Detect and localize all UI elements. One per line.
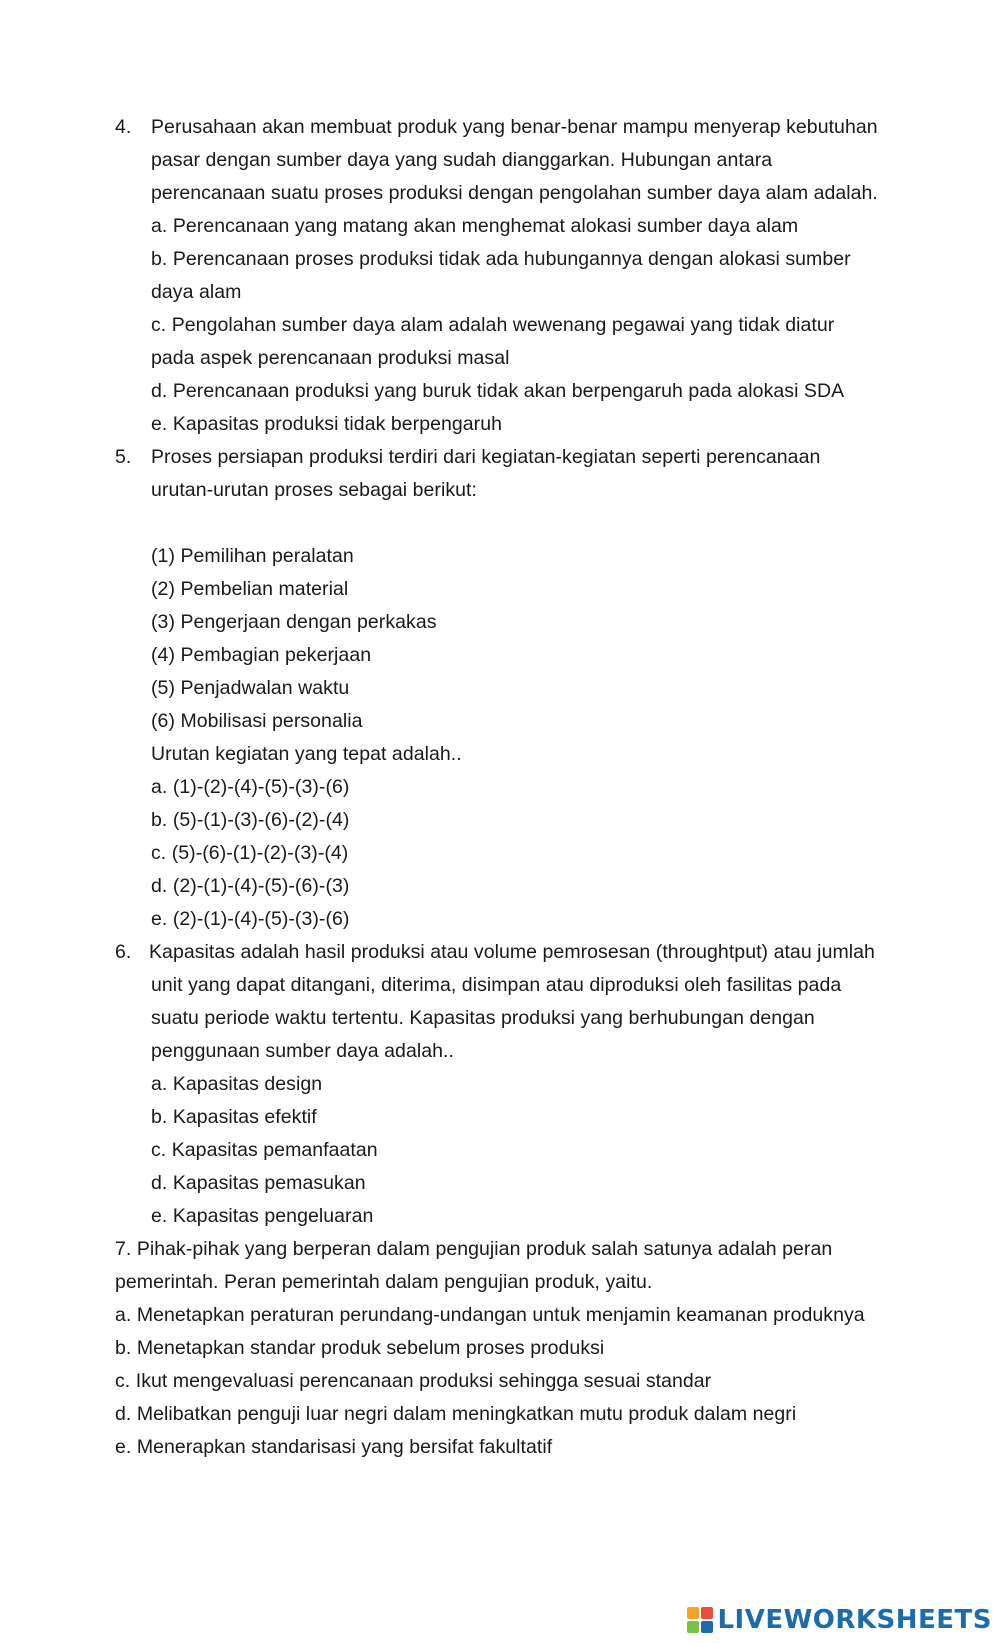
q5-line: Proses persiapan produksi terdiri dari kegiatan-kegiatan seperti perencanaan (151, 446, 821, 468)
q5-option-b: b. (5)-(1)-(3)-(6)-(2)-(4) (151, 809, 350, 831)
q6-line: penggunaan sumber daya adalah.. (151, 1040, 454, 1062)
q4-line: pasar dengan sumber daya yang sudah dianggarkan. Hubungan antara (151, 149, 773, 171)
q6-line: Kapasitas adalah hasil produksi atau volume pemrosesan (throughtput) atau jumlah (149, 941, 875, 963)
q5-list-item: (2) Pembelian material (151, 578, 349, 600)
q6-number: 6. (115, 941, 132, 963)
q5-list-item: (6) Mobilisasi personalia (151, 710, 363, 732)
q5-list-item: (5) Penjadwalan waktu (151, 677, 350, 699)
q5-option-c: c. (5)-(6)-(1)-(2)-(3)-(4) (151, 842, 349, 864)
q6-line: suatu periode waktu tertentu. Kapasitas produksi yang berhubungan dengan (151, 1007, 815, 1029)
liveworksheets-logo-icon (687, 1607, 713, 1633)
q4-option-b: b. Perencanaan proses produksi tidak ada hubungannya dengan alokasi sumber (151, 248, 851, 270)
logo-square (701, 1607, 713, 1619)
logo-square (701, 1621, 713, 1633)
q7-option-b: b. Menetapkan standar produk sebelum proses produksi (115, 1337, 605, 1359)
q4-line: Perusahaan akan membuat produk yang benar-benar mampu menyerap kebutuhan (151, 116, 878, 138)
q4-line: perencanaan suatu proses produksi dengan pengolahan sumber daya alam adalah. (151, 182, 878, 204)
q4-number: 4. (115, 116, 132, 138)
q5-option-a: a. (1)-(2)-(4)-(5)-(3)-(6) (151, 776, 350, 798)
liveworksheets-logo (687, 1603, 992, 1637)
q6-option-b: b. Kapasitas efektif (151, 1106, 317, 1128)
q5-list-item: (4) Pembagian pekerjaan (151, 644, 372, 666)
q7-line: 7. Pihak-pihak yang berperan dalam pengujian produk salah satunya adalah peran (115, 1238, 833, 1260)
q7-option-a: a. Menetapkan peraturan perundang-undangan untuk menjamin keamanan produknya (115, 1304, 865, 1326)
q6-option-d: d. Kapasitas pemasukan (151, 1172, 366, 1194)
q7-option-e: e. Menerapkan standarisasi yang bersifat fakultatif (115, 1436, 553, 1458)
q4-option-b-cont: daya alam (151, 281, 242, 303)
q4-option-c-cont: pada aspek perencanaan produksi masal (151, 347, 510, 369)
q6-line: unit yang dapat ditangani, diterima, disimpan atau diproduksi oleh fasilitas pada (151, 974, 842, 996)
q4-option-e: e. Kapasitas produksi tidak berpengaruh (151, 413, 503, 435)
q6-option-c: c. Kapasitas pemanfaatan (151, 1139, 378, 1161)
q4-option-a: a. Perencanaan yang matang akan menghemat alokasi sumber daya alam (151, 215, 799, 237)
q6-option-e: e. Kapasitas pengeluaran (151, 1205, 374, 1227)
q5-number: 5. (115, 446, 132, 468)
q5-prompt: Urutan kegiatan yang tepat adalah.. (151, 743, 462, 765)
logo-text: LIVEWORKSHEETS (717, 1605, 992, 1635)
q4-option-d: d. Perencanaan produksi yang buruk tidak akan berpengaruh pada alokasi SDA (151, 380, 845, 402)
q7-option-d: d. Melibatkan penguji luar negri dalam meningkatkan mutu produk dalam negri (115, 1403, 797, 1425)
logo-square (687, 1607, 699, 1619)
q7-option-c: c. Ikut mengevaluasi perencanaan produksi sehingga sesuai standar (115, 1370, 712, 1392)
q5-list-item: (1) Pemilihan peralatan (151, 545, 354, 567)
q5-line: urutan-urutan proses sebagai berikut: (151, 479, 477, 501)
q4-option-c: c. Pengolahan sumber daya alam adalah wewenang pegawai yang tidak diatur (151, 314, 835, 336)
q5-list-item: (3) Pengerjaan dengan perkakas (151, 611, 437, 633)
q5-option-e: e. (2)-(1)-(4)-(5)-(3)-(6) (151, 908, 350, 930)
q6-option-a: a. Kapasitas design (151, 1073, 323, 1095)
q5-option-d: d. (2)-(1)-(4)-(5)-(6)-(3) (151, 875, 350, 897)
q7-line: pemerintah. Peran pemerintah dalam pengujian produk, yaitu. (115, 1271, 653, 1293)
logo-square (687, 1621, 699, 1633)
